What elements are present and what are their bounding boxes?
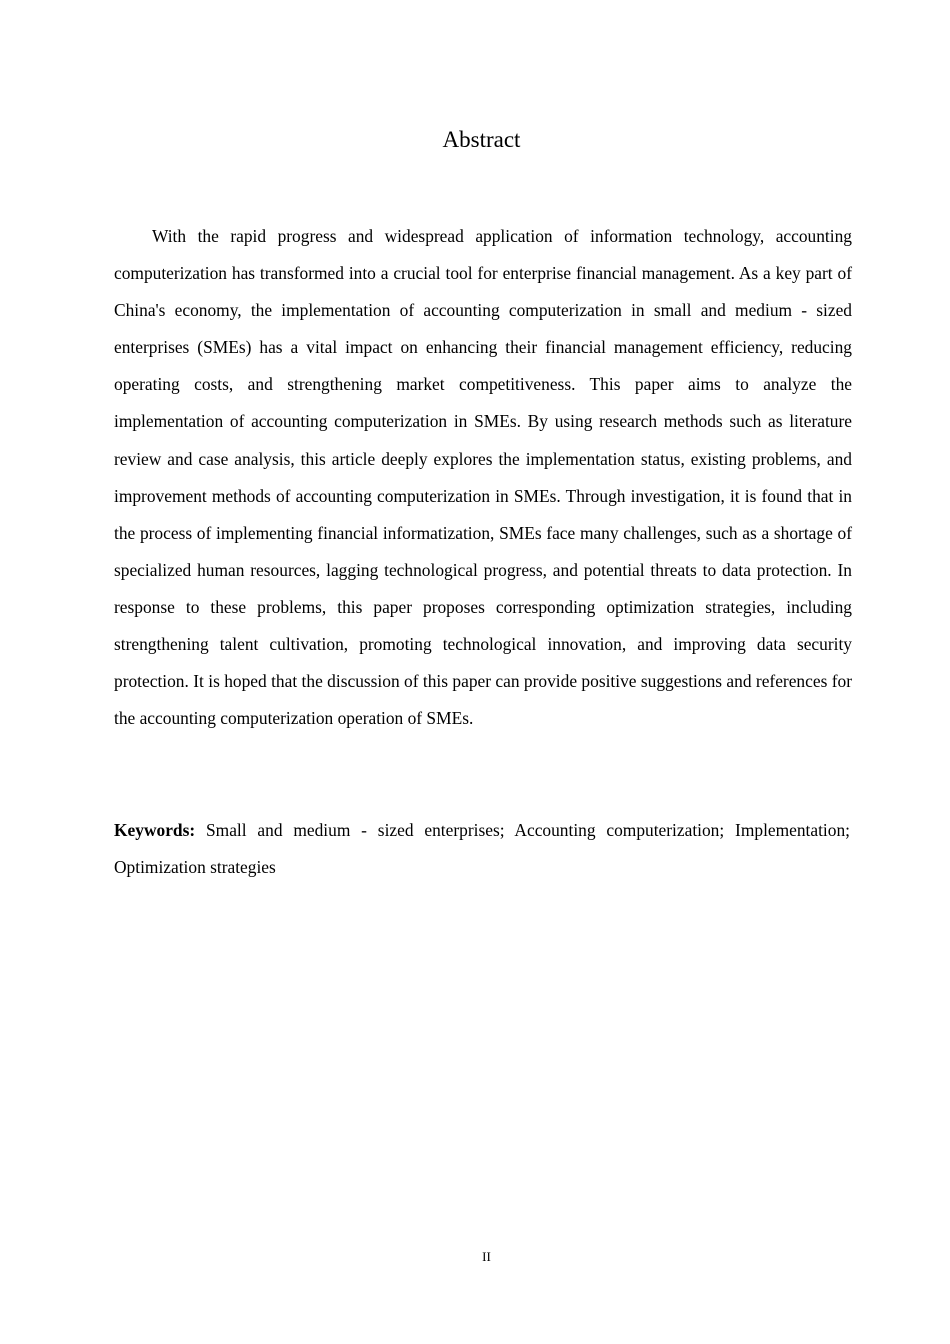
- keywords-paragraph: [114, 812, 850, 886]
- page-number: II: [482, 1249, 491, 1264]
- keywords-label: Keywords:: [114, 820, 196, 840]
- abstract-paragraph: With the rapid progress and widespread application of information technology, accounting computerization has transformed into a crucial tool for enterprise financial management. As a key part of China's economy, the implementation of accounting computerization in small and medium - sized enterprises (SMEs) has a vital impact on enhancing their financial management efficiency, reducing operating costs, and strengthening market competitiveness. This paper aims to analyze the implementation of accounting computerization in SMEs. By using research methods such as literature review and case analysis, this article deeply explores the implementation status, existing problems, and improvement methods of accounting computerization in SMEs. Through investigation, it is found that in the process of implementing financial informatization, SMEs face many challenges, such as a shortage of specialized human resources, lagging technological progress, and potential threats to data protection. In response to these problems, this paper proposes corresponding optimization strategies, including strengthening talent cultivation, promoting technological innovation, and improving data security protection. It is hoped that the discussion of this paper can provide positive suggestions and references for the accounting computerization operation of SMEs.: [114, 226, 852, 729]
- page-title: Abstract: [442, 127, 521, 152]
- keywords-text: Small and medium - sized enterprises; Accounting computerization; Implementation; Optimization strategies: [114, 820, 850, 877]
